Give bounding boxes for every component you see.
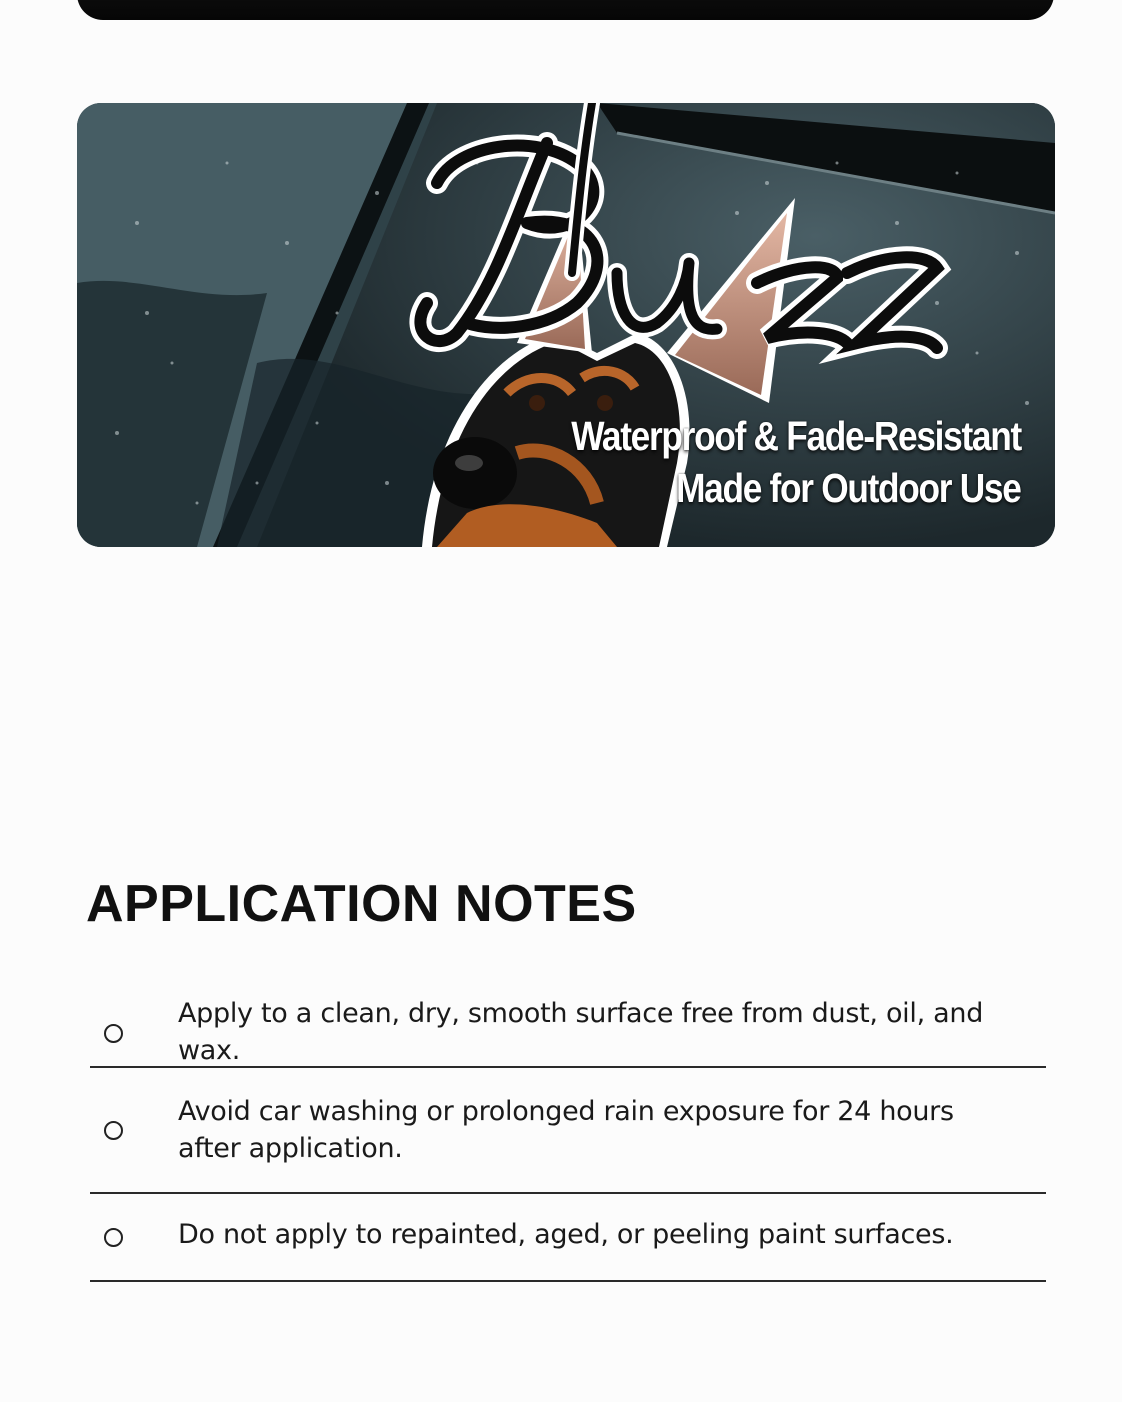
note-text: Do not apply to repainted, aged, or peeling paint surfaces.: [178, 1218, 954, 1250]
top-product-image: [77, 0, 1054, 20]
application-notes-list: [90, 1000, 1046, 1282]
note-item: [90, 1194, 1046, 1282]
application-notes-title: APPLICATION NOTES: [86, 875, 637, 933]
waterproof-banner-image: [77, 103, 1055, 547]
circle-bullet-icon: [104, 1228, 123, 1247]
note-item: [90, 1000, 1046, 1068]
note-item: [90, 1068, 1046, 1194]
circle-bullet-icon: [104, 1121, 123, 1140]
circle-bullet-icon: [104, 1024, 123, 1043]
banner-caption-line2: Made for Outdoor Use: [676, 465, 1021, 511]
note-text: Apply to a clean, dry, smooth surface free from dust, oil, and wax.: [178, 998, 984, 1066]
banner-caption-line1: Waterproof & Fade-Resistant: [571, 413, 1021, 459]
note-text: Avoid car washing or prolonged rain exposure for 24 hours after application.: [178, 1096, 954, 1164]
